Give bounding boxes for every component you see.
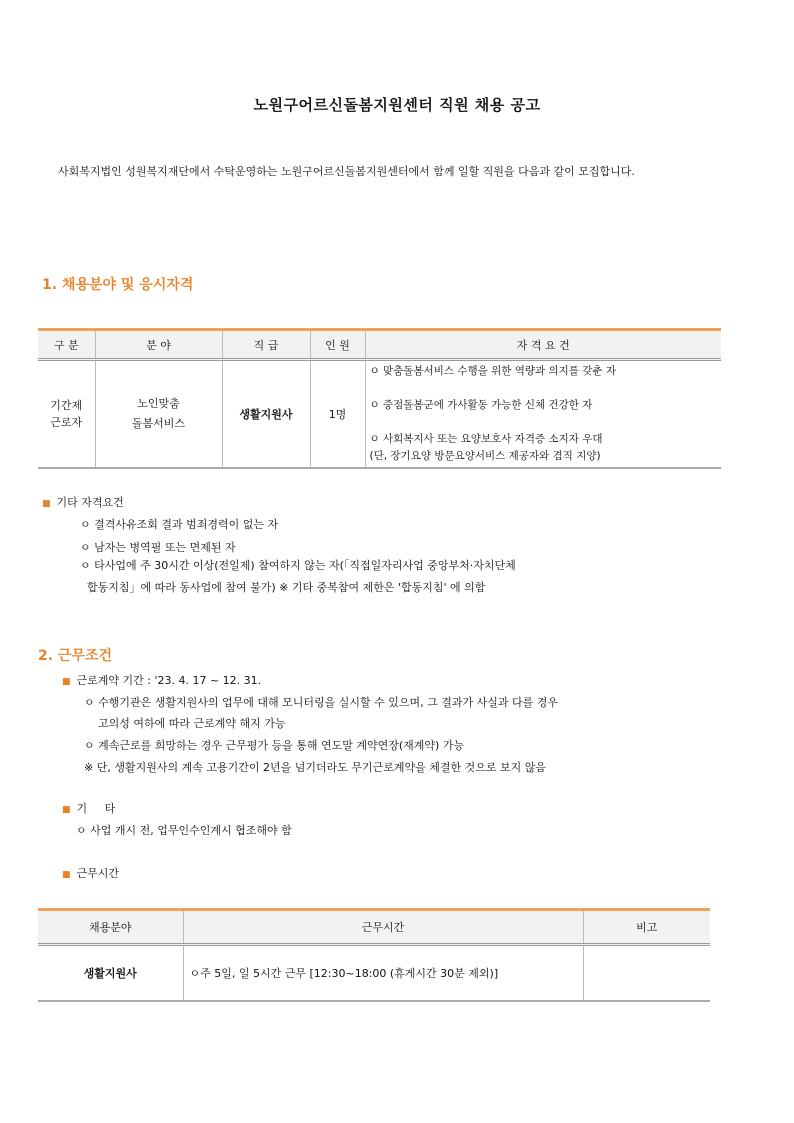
intro-paragraph [42, 160, 725, 183]
cell-field: 노인맞춤 돌봄서비스 [95, 360, 222, 469]
header-count: 인 원 [310, 330, 365, 360]
contract-period-title: ■ 근로계약 기간 : '23. 4. 17 ~ 12. 31. [62, 674, 262, 687]
recruitment-table-header [38, 330, 721, 360]
requirement-item: ㅇ 중점돌봄군에 가사활동 가능한 신체 건강한 자 [369, 399, 593, 411]
header-field: 채용분야 [38, 910, 183, 945]
other-item: ㅇ 남자는 병역필 또는 면제된 자 [80, 541, 236, 554]
other-item: 합동지침」에 따라 동사업에 참여 불가) ※ 기타 중복참여 제한은 '합동지침' 에 의함 [87, 581, 486, 594]
other-requirements-title: ■ 기타 자격요건 [42, 496, 124, 509]
requirement-item: ㅇ 사회복지사 또는 요양보호사 자격증 소지자 우대 [369, 433, 603, 445]
contract-item: 고의성 여하에 따라 근로계약 해지 가능 [98, 717, 286, 730]
cell-field: 생활지원사 [38, 945, 183, 1002]
cell-rank: 생활지원사 [222, 360, 310, 469]
table-row [38, 945, 710, 1002]
square-bullet-icon: ■ [62, 805, 71, 815]
page-title: 노원구어르신돌봄지원센터 직원 채용 공고 [253, 96, 541, 114]
cell-requirements [365, 360, 721, 469]
section2-heading: 2. 근무조건 [38, 648, 113, 664]
other-item: ㅇ 결격사유조회 결과 범죄경력이 없는 자 [80, 518, 279, 531]
section1-heading: 1. 채용분야 및 응시자격 [42, 277, 194, 293]
header-hours: 근무시간 [183, 910, 583, 945]
cell-count: 1명 [310, 360, 365, 469]
cell-hours: ㅇ주 5일, 일 5시간 근무 [12:30~18:00 (휴게시간 30분 제외)] [183, 945, 583, 1002]
square-bullet-icon: ■ [42, 499, 51, 509]
header-note: 비고 [583, 910, 710, 945]
requirement-note: (단, 장기요양 방문요양서비스 제공자와 겸직 지양) [369, 450, 601, 462]
contract-note: ※ 단, 생활지원사의 계속 고용기간이 2년을 넘기더라도 무기근로계약을 체결한 것으로 보지 않음 [84, 761, 546, 774]
recruitment-table [38, 328, 721, 469]
cell-note [583, 945, 710, 1002]
header-rank: 직 급 [222, 330, 310, 360]
requirement-item: ㅇ 맞춤돌봄서비스 수행을 위한 역량과 의지를 갖춘 자 [369, 365, 617, 377]
other-item: ㅇ 타사업에 주 30시간 이상(전일제) 참여하지 않는 자(「직접일자리사업 중앙부처·자치단체 [80, 559, 516, 572]
contract-item: ㅇ 수행기관은 생활지원사의 업무에 대해 모니터링을 실시할 수 있으며, 그 결과가 사실과 다를 경우 [84, 696, 558, 709]
work-hours-title: ■ 근무시간 [62, 867, 120, 880]
header-requirements: 자 격 요 건 [365, 330, 721, 360]
square-bullet-icon: ■ [62, 677, 71, 687]
work-hours-table [38, 908, 710, 1002]
work-hours-table-header [38, 910, 710, 945]
etc-title: ■ 기 타 [62, 802, 116, 815]
header-category: 구 분 [38, 330, 95, 360]
intro-text: 사회복지법인 성원복지재단에서 수탁운영하는 노원구어르신돌봄지원센터에서 함께 일할 직원을 다음과 같이 모집합니다. [58, 165, 635, 178]
contract-item: ㅇ 계속근로를 희망하는 경우 근무평가 등을 통해 연도말 계약연장(재계약) 가능 [84, 739, 465, 752]
square-bullet-icon: ■ [62, 870, 71, 880]
etc-item: ㅇ 사업 개시 전, 업무인수인계시 협조해야 함 [76, 824, 292, 837]
table-row [38, 360, 721, 469]
header-field: 분 야 [95, 330, 222, 360]
cell-category: 기간제 근로자 [38, 360, 95, 469]
